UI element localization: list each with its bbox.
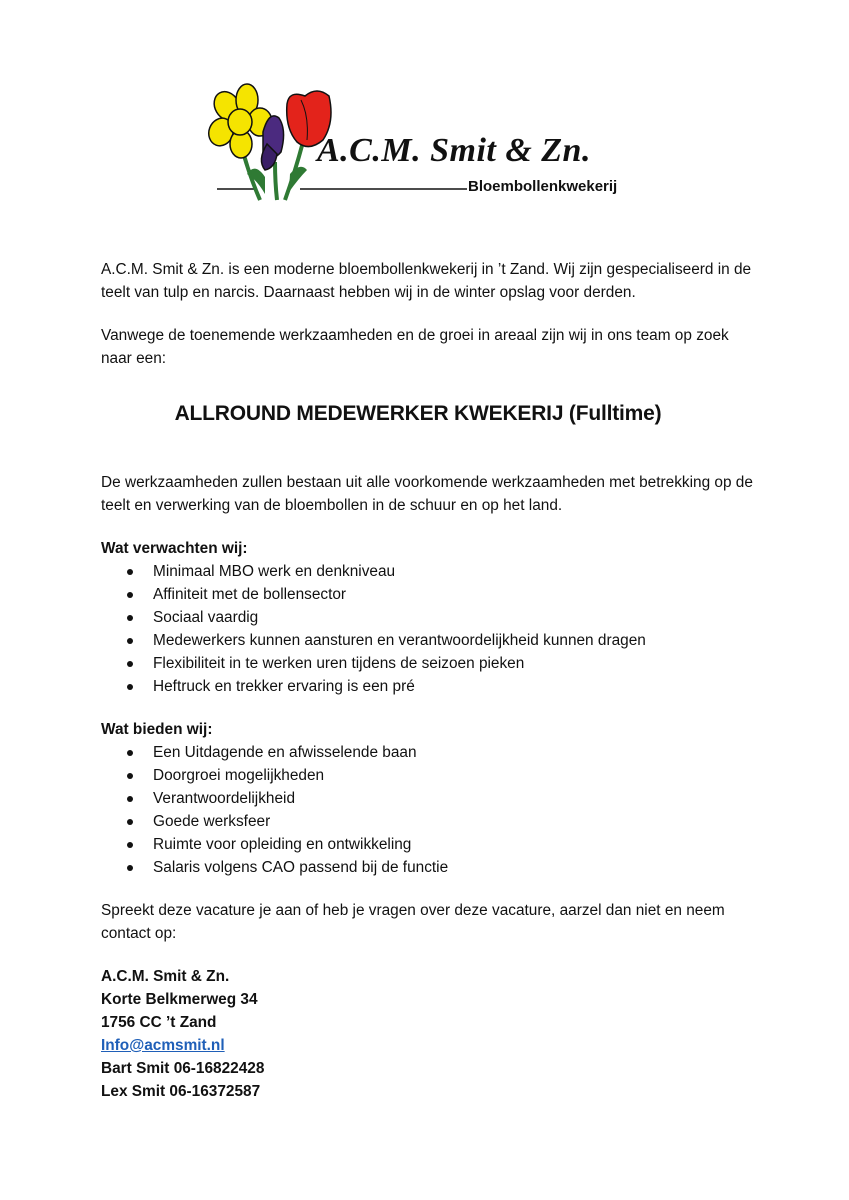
vacancy-content xyxy=(101,258,761,1103)
contact-phone-lex: Lex Smit 06-16372587 xyxy=(101,1083,261,1100)
contact-block xyxy=(101,965,761,1103)
closing-paragraph: Spreekt deze vacature je aan of heb je vragen over deze vacature, aarzel dan niet en neem contact op: xyxy=(101,902,725,942)
list-item: Heftruck en trekker ervaring is een pré xyxy=(101,675,761,698)
expectations-list xyxy=(101,560,761,698)
job-title: ALLROUND MEDEWERKER KWEKERIJ (Fulltime) xyxy=(174,402,662,425)
list-item: Salaris volgens CAO passend bij de functie xyxy=(101,856,761,879)
list-item: Sociaal vaardig xyxy=(101,606,761,629)
company-logo xyxy=(205,82,645,207)
list-item: Minimaal MBO werk en denkniveau xyxy=(101,560,761,583)
list-item: Verantwoordelijkheid xyxy=(101,787,761,810)
list-item: Ruimte voor opleiding en ontwikkeling xyxy=(101,833,761,856)
list-item: Een Uitdagende en afwisselende baan xyxy=(101,741,761,764)
offer-list xyxy=(101,741,761,879)
logo-company-name: A.C.M. Smit & Zn. xyxy=(317,132,591,169)
list-item: Goede werksfeer xyxy=(101,810,761,833)
contact-company: A.C.M. Smit & Zn. xyxy=(101,968,230,985)
intro-paragraph: A.C.M. Smit & Zn. is een moderne bloembollenkwekerij in ’t Zand. Wij zijn gespecialiseerd in de teelt van tulp en narcis. Daarnaast hebben wij in de winter opslag voor derden. xyxy=(101,261,752,301)
contact-postal: 1756 CC ’t Zand xyxy=(101,1014,217,1031)
search-paragraph: Vanwege de toenemende werkzaamheden en de groei in areaal zijn wij in ons team op zoek naar een: xyxy=(101,327,729,367)
logo-subtitle: Bloembollenkwekerij xyxy=(468,178,618,195)
list-item: Affiniteit met de bollensector xyxy=(101,583,761,606)
list-item: Flexibiliteit in te werken uren tijdens de seizoen pieken xyxy=(101,652,761,675)
contact-street: Korte Belkmerweg 34 xyxy=(101,991,258,1008)
email-link[interactable]: Info@acmsmit.nl xyxy=(101,1037,225,1054)
expectations-title: Wat verwachten wij: xyxy=(101,540,248,557)
list-item: Medewerkers kunnen aansturen en verantwoordelijkheid kunnen dragen xyxy=(101,629,761,652)
list-item: Doorgroei mogelijkheden xyxy=(101,764,761,787)
contact-phone-bart: Bart Smit 06-16822428 xyxy=(101,1060,265,1077)
offer-title: Wat bieden wij: xyxy=(101,721,213,738)
description-paragraph: De werkzaamheden zullen bestaan uit alle voorkomende werkzaamheden met betrekking op de teelt en verwerking van de bloembollen in de schuur en op het land. xyxy=(101,474,753,514)
